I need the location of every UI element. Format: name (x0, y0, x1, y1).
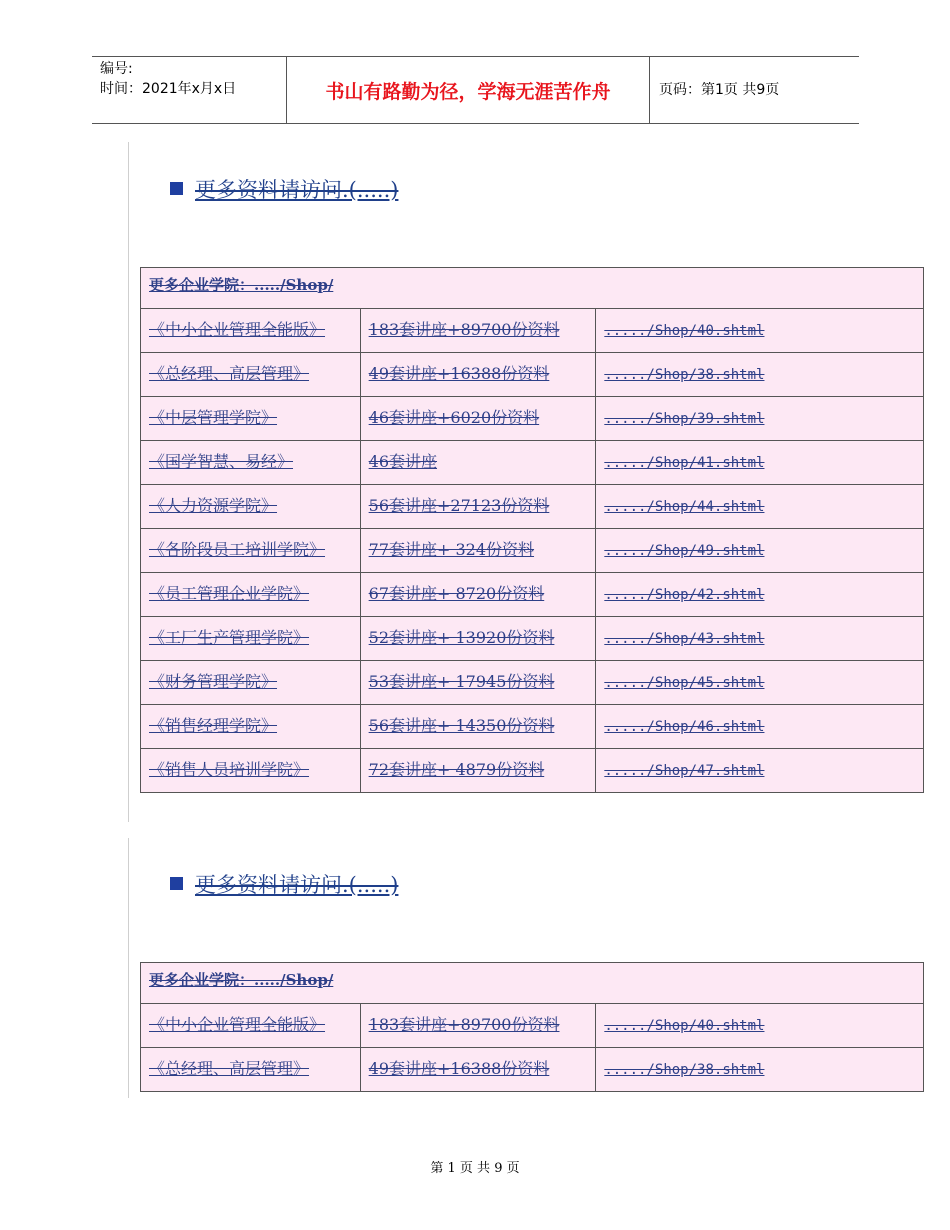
visit-banner[interactable] (170, 174, 398, 204)
course-url[interactable]: ...../Shop/41.shtml (596, 441, 924, 485)
table-row (141, 705, 924, 749)
visit-link[interactable]: 更多资料请访问.(.....) (195, 178, 399, 202)
course-name[interactable]: 《中层管理学院》 (141, 397, 361, 441)
table-row (141, 353, 924, 397)
header-divider (649, 57, 650, 123)
number-label: 编号: (100, 61, 133, 77)
course-url[interactable]: ...../Shop/43.shtml (596, 617, 924, 661)
course-name[interactable]: 《销售人员培训学院》 (141, 749, 361, 793)
table-row (141, 573, 924, 617)
course-url[interactable]: ...../Shop/40.shtml (596, 309, 924, 353)
course-name[interactable]: 《国学智慧、易经》 (141, 441, 361, 485)
header-meta (100, 59, 236, 99)
table-row (141, 309, 924, 353)
course-url[interactable]: ...../Shop/38.shtml (596, 353, 924, 397)
course-desc[interactable]: 46套讲座+6020份资料 (360, 397, 596, 441)
table-row (141, 617, 924, 661)
header-page-info: 页码：第1页 共9页 (659, 82, 780, 98)
course-url[interactable]: ...../Shop/49.shtml (596, 529, 924, 573)
table-title[interactable]: 更多企业学院：...../Shop/ (141, 268, 924, 309)
course-url[interactable]: ...../Shop/39.shtml (596, 397, 924, 441)
course-name[interactable]: 《人力资源学院》 (141, 485, 361, 529)
course-desc[interactable]: 77套讲座+ 324份资料 (360, 529, 596, 573)
table-row (141, 661, 924, 705)
course-name[interactable]: 《工厂生产管理学院》 (141, 617, 361, 661)
page-header (92, 56, 859, 124)
table-title-row (141, 963, 924, 1004)
table-row (141, 529, 924, 573)
course-name[interactable]: 《中小企业管理全能版》 (141, 1004, 361, 1048)
table-row (141, 397, 924, 441)
table-row (141, 485, 924, 529)
table-title[interactable]: 更多企业学院：...../Shop/ (141, 963, 924, 1004)
course-name[interactable]: 《财务管理学院》 (141, 661, 361, 705)
table-row (141, 1048, 924, 1092)
course-url[interactable]: ...../Shop/38.shtml (596, 1048, 924, 1092)
square-bullet-icon (170, 877, 183, 890)
course-url[interactable]: ...../Shop/44.shtml (596, 485, 924, 529)
table-row (141, 441, 924, 485)
course-desc[interactable]: 56套讲座+27123份资料 (360, 485, 596, 529)
course-name[interactable]: 《中小企业管理全能版》 (141, 309, 361, 353)
shop-table (140, 267, 924, 793)
course-url[interactable]: ...../Shop/42.shtml (596, 573, 924, 617)
square-bullet-icon (170, 182, 183, 195)
left-margin-rule (128, 838, 129, 1098)
course-desc[interactable]: 72套讲座+ 4879份资料 (360, 749, 596, 793)
visit-link[interactable]: 更多资料请访问.(.....) (195, 873, 399, 897)
course-desc[interactable]: 49套讲座+16388份资料 (360, 353, 596, 397)
course-desc[interactable]: 52套讲座+ 13920份资料 (360, 617, 596, 661)
course-desc[interactable]: 67套讲座+ 8720份资料 (360, 573, 596, 617)
course-desc[interactable]: 56套讲座+ 14350份资料 (360, 705, 596, 749)
course-desc[interactable]: 46套讲座 (360, 441, 596, 485)
course-url[interactable]: ...../Shop/46.shtml (596, 705, 924, 749)
course-name[interactable]: 《各阶段员工培训学院》 (141, 529, 361, 573)
header-motto: 书山有路勤为径，学海无涯苦作舟 (325, 81, 611, 103)
course-name[interactable]: 《总经理、高层管理》 (141, 1048, 361, 1092)
course-desc[interactable]: 53套讲座+ 17945份资料 (360, 661, 596, 705)
course-name[interactable]: 《销售经理学院》 (141, 705, 361, 749)
course-url[interactable]: ...../Shop/47.shtml (596, 749, 924, 793)
left-margin-rule (128, 142, 129, 822)
course-desc[interactable]: 183套讲座+89700份资料 (360, 1004, 596, 1048)
course-url[interactable]: ...../Shop/40.shtml (596, 1004, 924, 1048)
course-desc[interactable]: 183套讲座+89700份资料 (360, 309, 596, 353)
visit-banner[interactable] (170, 869, 398, 899)
time-label: 时间：2021年x月x日 (100, 81, 237, 97)
table-row (141, 1004, 924, 1048)
table-row (141, 749, 924, 793)
shop-table (140, 962, 924, 1092)
course-url[interactable]: ...../Shop/45.shtml (596, 661, 924, 705)
course-name[interactable]: 《总经理、高层管理》 (141, 353, 361, 397)
course-name[interactable]: 《员工管理企业学院》 (141, 573, 361, 617)
page-footer: 第 1 页 共 9 页 (430, 1161, 520, 1176)
course-desc[interactable]: 49套讲座+16388份资料 (360, 1048, 596, 1092)
table-title-row (141, 268, 924, 309)
